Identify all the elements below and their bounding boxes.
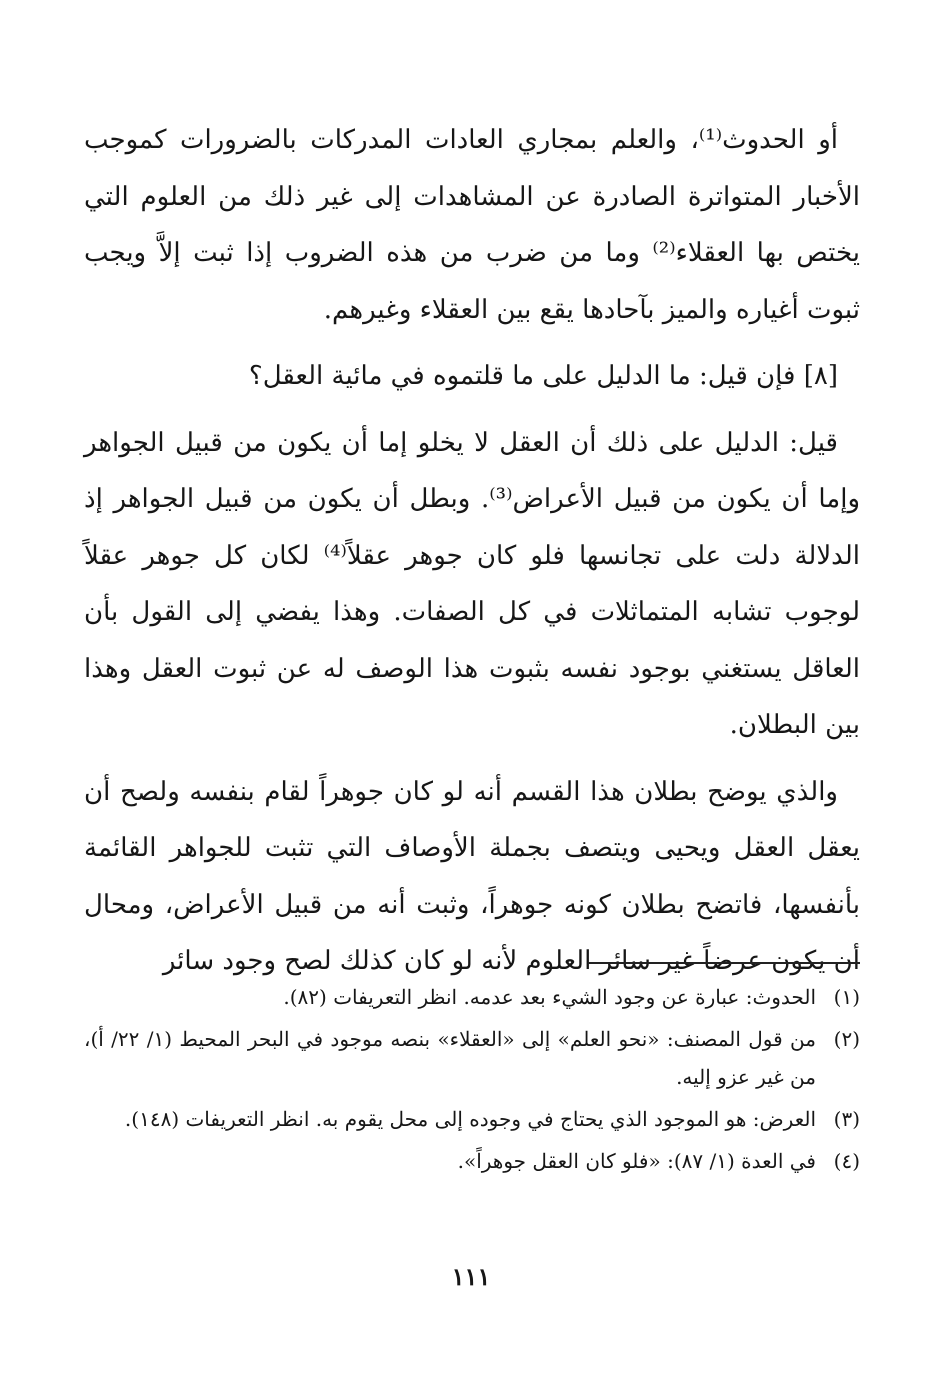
page-number: ١١١ xyxy=(451,1262,491,1291)
footnote-number: (٢) xyxy=(833,1027,860,1051)
main-text xyxy=(84,112,860,990)
footnote-text: في العدة (١/ ٨٧): «فلو كان العقل جوهراً». xyxy=(457,1149,816,1173)
paragraph-answer: قيل: الدليل على ذلك أن العقل لا يخلو إما أن يكون من قبيل الجواهر وإما أن يكون من قبيل الأعراض⁽³⁾. وبطل أن يكون من قبيل الجواهر إذ الدلالة دلت على تجانسها فلو كان جوهر عقلاً⁽⁴⁾ لكان كل جوهر عقلاً لوجوب تشابه المتماثلات في كل الصفات. وهذا يفضي إلى القول بأن العاقل يستغني بوجود نفسه بثبوت هذا الوصف له عن ثبوت العقل وهذا بين البطلان. xyxy=(84,427,860,740)
footnote-1 xyxy=(84,978,860,1016)
footnote-text: الحدوث: عبارة عن وجود الشيء بعد عدمه. انظر التعريفات (٨٢). xyxy=(283,985,816,1009)
footnotes xyxy=(84,978,860,1184)
footnote-number: (٤) xyxy=(833,1149,860,1173)
footnote-separator xyxy=(588,962,860,964)
footnote-number: (١) xyxy=(833,985,860,1009)
paragraph-4: والذي يوضح بطلان هذا القسم أنه لو كان جوهراً لقام بنفسه ولصح أن يعقل العقل ويحيى ويتصف بجملة الأوصاف التي تثبت للجواهر القائمة بأنفسها، فاتضح بطلان كونه جوهراً، وثبت أنه من قبيل الأعراض، ومحال أن يكون عرضاً غير سائر العلوم لأنه لو كان كذلك لصح وجود سائر xyxy=(84,776,860,976)
footnote-4 xyxy=(84,1142,860,1180)
footnote-text: من قول المصنف: «نحو العلم» إلى «العقلاء» بنصه موجود في البحر المحيط (١/ ٢٢/ أ)، من غير عزو إليه. xyxy=(84,1027,816,1089)
footnote-text: العرض: هو الموجود الذي يحتاج في وجوده إلى محل يقوم به. انظر التعريفات (١٤٨). xyxy=(124,1107,816,1131)
paragraph-question-8: [٨] فإن قيل: ما الدليل على ما قلتموه في مائية العقل؟ xyxy=(248,361,838,391)
footnote-2 xyxy=(84,1020,860,1096)
footnote-number: (٣) xyxy=(833,1107,860,1131)
paragraph-1: أو الحدوث⁽¹⁾، والعلم بمجاري العادات المدركات بالضرورات كموجب الأخبار المتواترة الصادرة عن المشاهدات إلى غير ذلك من العلوم التي يختص بها العقلاء⁽²⁾ وما من ضرب من هذه الضروب إذا ثبت إلاَّ ويجب ثبوت أغياره والميز بآحادها يقع بين العقلاء وغيرهم. xyxy=(84,125,861,325)
footnote-3 xyxy=(84,1100,860,1138)
